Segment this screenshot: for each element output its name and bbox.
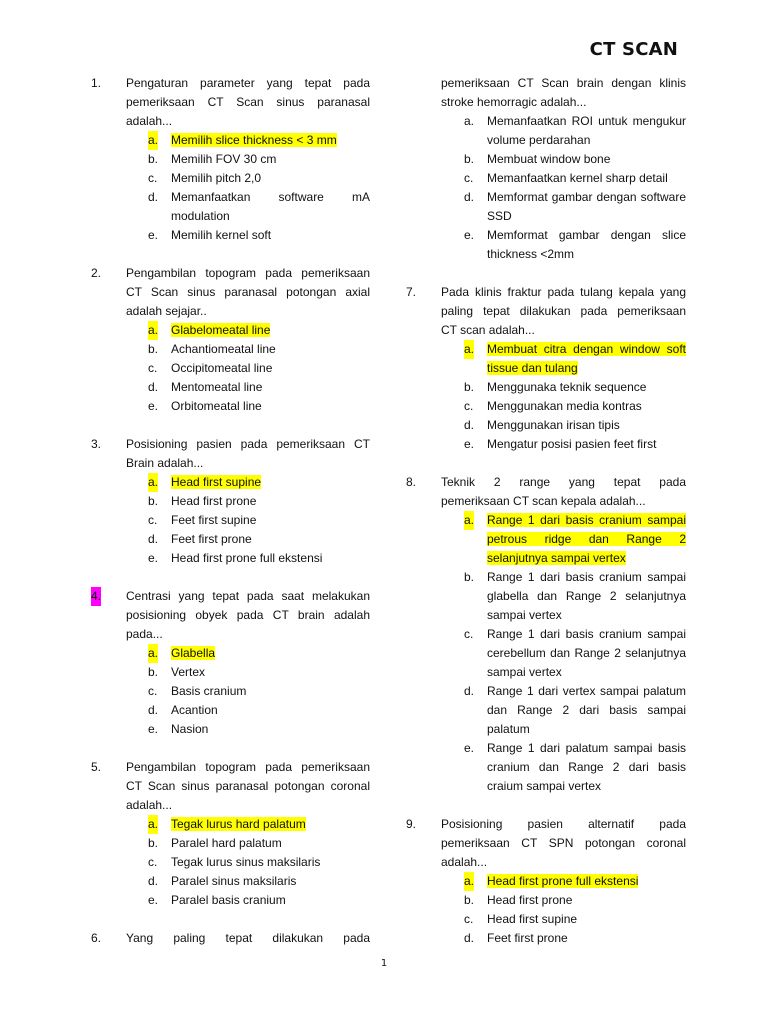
option-e bbox=[148, 720, 370, 739]
option-text: Occipitomeatal line bbox=[171, 361, 273, 375]
page-number: 1 bbox=[380, 958, 388, 969]
option-d bbox=[464, 682, 686, 739]
question-line: Brain adalah... bbox=[126, 456, 204, 470]
option-letter: a. bbox=[148, 131, 158, 150]
question-line: Centrasi yang tepat pada saat melakukan bbox=[126, 589, 370, 603]
question-line: pemeriksaan CT Scan brain dengan klinis bbox=[441, 76, 686, 90]
option-letter: d. bbox=[464, 418, 475, 432]
option-b bbox=[464, 150, 686, 169]
question-7 bbox=[384, 283, 768, 454]
option-letter: e. bbox=[464, 437, 475, 451]
question-6-continued bbox=[384, 74, 768, 264]
option-letter: b. bbox=[464, 570, 475, 584]
option-a bbox=[464, 872, 686, 891]
option-letter: e. bbox=[148, 722, 159, 736]
option-d bbox=[148, 188, 370, 226]
question-number: 2. bbox=[91, 266, 102, 280]
option-e bbox=[464, 435, 686, 454]
option-letter: d. bbox=[148, 190, 159, 204]
option-text: Mengatur posisi pasien feet first bbox=[487, 437, 657, 451]
option-list bbox=[148, 321, 370, 416]
option-letter: b. bbox=[464, 893, 475, 907]
option-c bbox=[464, 397, 686, 416]
option-text: Nasion bbox=[171, 722, 209, 736]
question-number: 6. bbox=[91, 931, 102, 945]
option-letter: b. bbox=[148, 494, 159, 508]
option-letter: a. bbox=[148, 644, 158, 663]
option-c bbox=[464, 625, 686, 682]
option-list bbox=[464, 340, 686, 454]
option-text: Range 1 dari basis cranium sampai petrous ridge dan Range 2 selanjutnya sampai vertex bbox=[487, 513, 686, 565]
option-text: Orbitomeatal line bbox=[171, 399, 262, 413]
option-text: Feet first supine bbox=[171, 513, 257, 527]
option-text: Glabella bbox=[171, 646, 216, 660]
option-text: Head first prone bbox=[171, 494, 257, 508]
question-5 bbox=[0, 758, 384, 910]
option-text: Paralel sinus maksilaris bbox=[171, 874, 297, 888]
option-letter: e. bbox=[148, 893, 159, 907]
option-letter: c. bbox=[148, 684, 158, 698]
option-c bbox=[464, 910, 686, 929]
option-text: Memanfaatkan ROI untuk mengukur volume perdarahan bbox=[487, 114, 686, 147]
option-text: Membuat window bone bbox=[487, 152, 611, 166]
option-list bbox=[148, 815, 370, 910]
option-list bbox=[148, 131, 370, 245]
option-text: Feet first prone bbox=[487, 931, 568, 945]
question-number: 7. bbox=[406, 285, 417, 299]
question-line: Pengambilan topogram pada pemeriksaan bbox=[126, 760, 370, 774]
question-6 bbox=[0, 929, 384, 948]
option-d bbox=[148, 701, 370, 720]
option-letter: c. bbox=[148, 171, 158, 185]
option-text: Range 1 dari basis cranium sampai glabella dan Range 2 selanjutnya sampai vertex bbox=[487, 570, 686, 622]
option-text: Head first prone bbox=[487, 893, 573, 907]
question-2 bbox=[0, 264, 384, 416]
option-text: Range 1 dari vertex sampai palatum dan Range 2 dari basis sampai palatum bbox=[487, 684, 686, 736]
question-line: adalah... bbox=[441, 855, 488, 869]
left-column bbox=[0, 74, 384, 967]
option-b bbox=[148, 834, 370, 853]
option-letter: a. bbox=[148, 815, 158, 834]
option-letter: a. bbox=[464, 114, 475, 128]
option-b bbox=[148, 492, 370, 511]
question-line: Pengaturan parameter yang tepat pada bbox=[126, 76, 370, 90]
question-line: adalah... bbox=[126, 798, 173, 812]
question-8 bbox=[384, 473, 768, 796]
option-text: Memformat gambar dengan software SSD bbox=[487, 190, 686, 223]
option-b bbox=[148, 340, 370, 359]
option-letter: d. bbox=[148, 380, 159, 394]
question-text bbox=[126, 435, 370, 473]
question-line: adalah sejajar.. bbox=[126, 304, 207, 318]
question-3 bbox=[0, 435, 384, 568]
option-letter: b. bbox=[464, 152, 475, 166]
option-text: Memilih FOV 30 cm bbox=[171, 152, 277, 166]
option-text: Head first supine bbox=[171, 475, 262, 489]
question-number: 5. bbox=[91, 760, 102, 774]
option-letter: b. bbox=[148, 665, 159, 679]
option-b bbox=[464, 378, 686, 397]
question-4 bbox=[0, 587, 384, 739]
page-title: CT SCAN bbox=[589, 39, 678, 60]
option-letter: a. bbox=[464, 511, 474, 530]
option-a bbox=[464, 112, 686, 150]
option-a bbox=[464, 511, 686, 568]
question-line: Teknik 2 range yang tepat pada bbox=[441, 475, 686, 489]
option-c bbox=[464, 169, 686, 188]
question-text bbox=[126, 264, 370, 321]
question-number: 3. bbox=[91, 437, 102, 451]
option-c bbox=[148, 682, 370, 701]
question-line: pada... bbox=[126, 627, 163, 641]
option-letter: d. bbox=[148, 532, 159, 546]
option-text: Range 1 dari palatum sampai basis cranium dan Range 2 dari basis craium sampai vertex bbox=[487, 741, 686, 793]
question-line: Posisioning pasien pada pemeriksaan CT bbox=[126, 437, 370, 451]
option-a bbox=[148, 644, 370, 663]
question-line: Pada klinis fraktur pada tulang kepala yang bbox=[441, 285, 686, 299]
question-text bbox=[441, 815, 686, 872]
option-d bbox=[464, 929, 686, 948]
option-list bbox=[464, 511, 686, 796]
option-text: Memanfaatkan software mA modulation bbox=[171, 190, 370, 223]
option-text: Memanfaatkan kernel sharp detail bbox=[487, 171, 668, 185]
question-line: Yang paling tepat dilakukan pada bbox=[126, 931, 370, 945]
option-e bbox=[148, 891, 370, 910]
option-text: Range 1 dari basis cranium sampai cerebellum dan Range 2 selanjutnya sampai vertex bbox=[487, 627, 686, 679]
question-text bbox=[126, 74, 370, 131]
option-letter: e. bbox=[148, 399, 159, 413]
option-letter: d. bbox=[148, 874, 159, 888]
option-text: Menggunakan irisan tipis bbox=[487, 418, 620, 432]
option-text: Glabelomeatal line bbox=[171, 323, 271, 337]
option-text: Memformat gambar dengan slice thickness <2mm bbox=[487, 228, 686, 261]
option-letter: e. bbox=[464, 228, 475, 242]
option-letter: c. bbox=[464, 399, 474, 413]
option-letter: a. bbox=[148, 473, 158, 492]
option-text: Head first prone full ekstensi bbox=[171, 551, 323, 565]
option-text: Achantiomeatal line bbox=[171, 342, 276, 356]
option-b bbox=[464, 568, 686, 625]
option-letter: d. bbox=[464, 684, 475, 698]
question-line: CT Scan sinus paranasal potongan coronal bbox=[126, 779, 370, 793]
option-letter: b. bbox=[148, 152, 159, 166]
option-a bbox=[148, 131, 370, 150]
option-text: Tegak lurus hard palatum bbox=[171, 817, 306, 831]
option-b bbox=[464, 891, 686, 910]
option-a bbox=[148, 815, 370, 834]
option-letter: b. bbox=[148, 342, 159, 356]
option-list bbox=[464, 112, 686, 264]
option-letter: d. bbox=[148, 703, 159, 717]
question-1 bbox=[0, 74, 384, 245]
option-text: Memilih pitch 2,0 bbox=[171, 171, 262, 185]
question-text bbox=[441, 74, 686, 112]
question-line: stroke hemorragic adalah... bbox=[441, 95, 587, 109]
option-e bbox=[464, 226, 686, 264]
question-line: posisioning obyek pada CT brain adalah bbox=[126, 608, 370, 622]
option-letter: b. bbox=[464, 380, 475, 394]
question-line: pemeriksaan CT scan kepala adalah... bbox=[441, 494, 646, 508]
option-c bbox=[148, 169, 370, 188]
option-e bbox=[464, 739, 686, 796]
option-c bbox=[148, 853, 370, 872]
option-text: Vertex bbox=[171, 665, 206, 679]
option-text: Paralel hard palatum bbox=[171, 836, 282, 850]
option-list bbox=[464, 872, 686, 948]
question-line: CT Scan sinus paranasal potongan axial bbox=[126, 285, 370, 299]
option-a bbox=[464, 340, 686, 378]
option-text: Head first supine bbox=[487, 912, 578, 926]
option-text: Membuat citra dengan window soft tissue dan tulang bbox=[487, 342, 686, 375]
option-letter: e. bbox=[464, 741, 475, 755]
option-letter: d. bbox=[464, 190, 475, 204]
option-letter: c. bbox=[148, 361, 158, 375]
option-text: Memilih slice thickness < 3 mm bbox=[171, 133, 337, 147]
option-letter: e. bbox=[148, 228, 159, 242]
question-line: Posisioning pasien alternatif pada bbox=[441, 817, 686, 831]
option-text: Memilih kernel soft bbox=[171, 228, 272, 242]
option-text: Head first prone full ekstensi bbox=[487, 874, 639, 888]
option-letter: c. bbox=[464, 912, 474, 926]
option-d bbox=[148, 378, 370, 397]
question-line: pemeriksaan CT Scan sinus paranasal bbox=[126, 95, 370, 109]
option-c bbox=[148, 359, 370, 378]
question-text bbox=[126, 929, 370, 948]
option-letter: a. bbox=[464, 872, 474, 891]
option-text: Paralel basis cranium bbox=[171, 893, 286, 907]
option-text: Tegak lurus sinus maksilaris bbox=[171, 855, 321, 869]
option-text: Feet first prone bbox=[171, 532, 252, 546]
option-b bbox=[148, 663, 370, 682]
option-d bbox=[148, 530, 370, 549]
question-9 bbox=[384, 815, 768, 948]
option-d bbox=[464, 188, 686, 226]
option-letter: d. bbox=[464, 931, 475, 945]
question-line: pemeriksaan CT SPN potongan coronal bbox=[441, 836, 686, 850]
question-line: CT scan adalah... bbox=[441, 323, 535, 337]
question-line: adalah... bbox=[126, 114, 173, 128]
option-b bbox=[148, 150, 370, 169]
option-d bbox=[148, 872, 370, 891]
question-text bbox=[126, 587, 370, 644]
option-letter: c. bbox=[148, 855, 158, 869]
option-list bbox=[148, 644, 370, 739]
option-a bbox=[148, 473, 370, 492]
question-number: 1. bbox=[91, 76, 102, 90]
option-letter: c. bbox=[148, 513, 158, 527]
option-text: Menggunakan media kontras bbox=[487, 399, 642, 413]
option-text: Acantion bbox=[171, 703, 218, 717]
question-text bbox=[441, 473, 686, 511]
option-letter: a. bbox=[464, 340, 474, 359]
option-e bbox=[148, 549, 370, 568]
question-line: Pengambilan topogram pada pemeriksaan bbox=[126, 266, 370, 280]
option-letter: c. bbox=[464, 171, 474, 185]
option-text: Menggunaka teknik sequence bbox=[487, 380, 647, 394]
option-a bbox=[148, 321, 370, 340]
option-letter: a. bbox=[148, 321, 158, 340]
question-text bbox=[441, 283, 686, 340]
option-e bbox=[148, 397, 370, 416]
option-letter: c. bbox=[464, 627, 474, 641]
question-number: 4. bbox=[91, 587, 101, 606]
question-number: 9. bbox=[406, 817, 417, 831]
question-number: 8. bbox=[406, 475, 417, 489]
option-d bbox=[464, 416, 686, 435]
option-letter: e. bbox=[148, 551, 159, 565]
option-text: Basis cranium bbox=[171, 684, 247, 698]
option-c bbox=[148, 511, 370, 530]
question-text bbox=[126, 758, 370, 815]
option-e bbox=[148, 226, 370, 245]
option-text: Mentomeatal line bbox=[171, 380, 263, 394]
option-letter: b. bbox=[148, 836, 159, 850]
option-list bbox=[148, 473, 370, 568]
right-column bbox=[384, 74, 768, 967]
question-line: paling tepat dilakukan pada pemeriksaan bbox=[441, 304, 686, 318]
